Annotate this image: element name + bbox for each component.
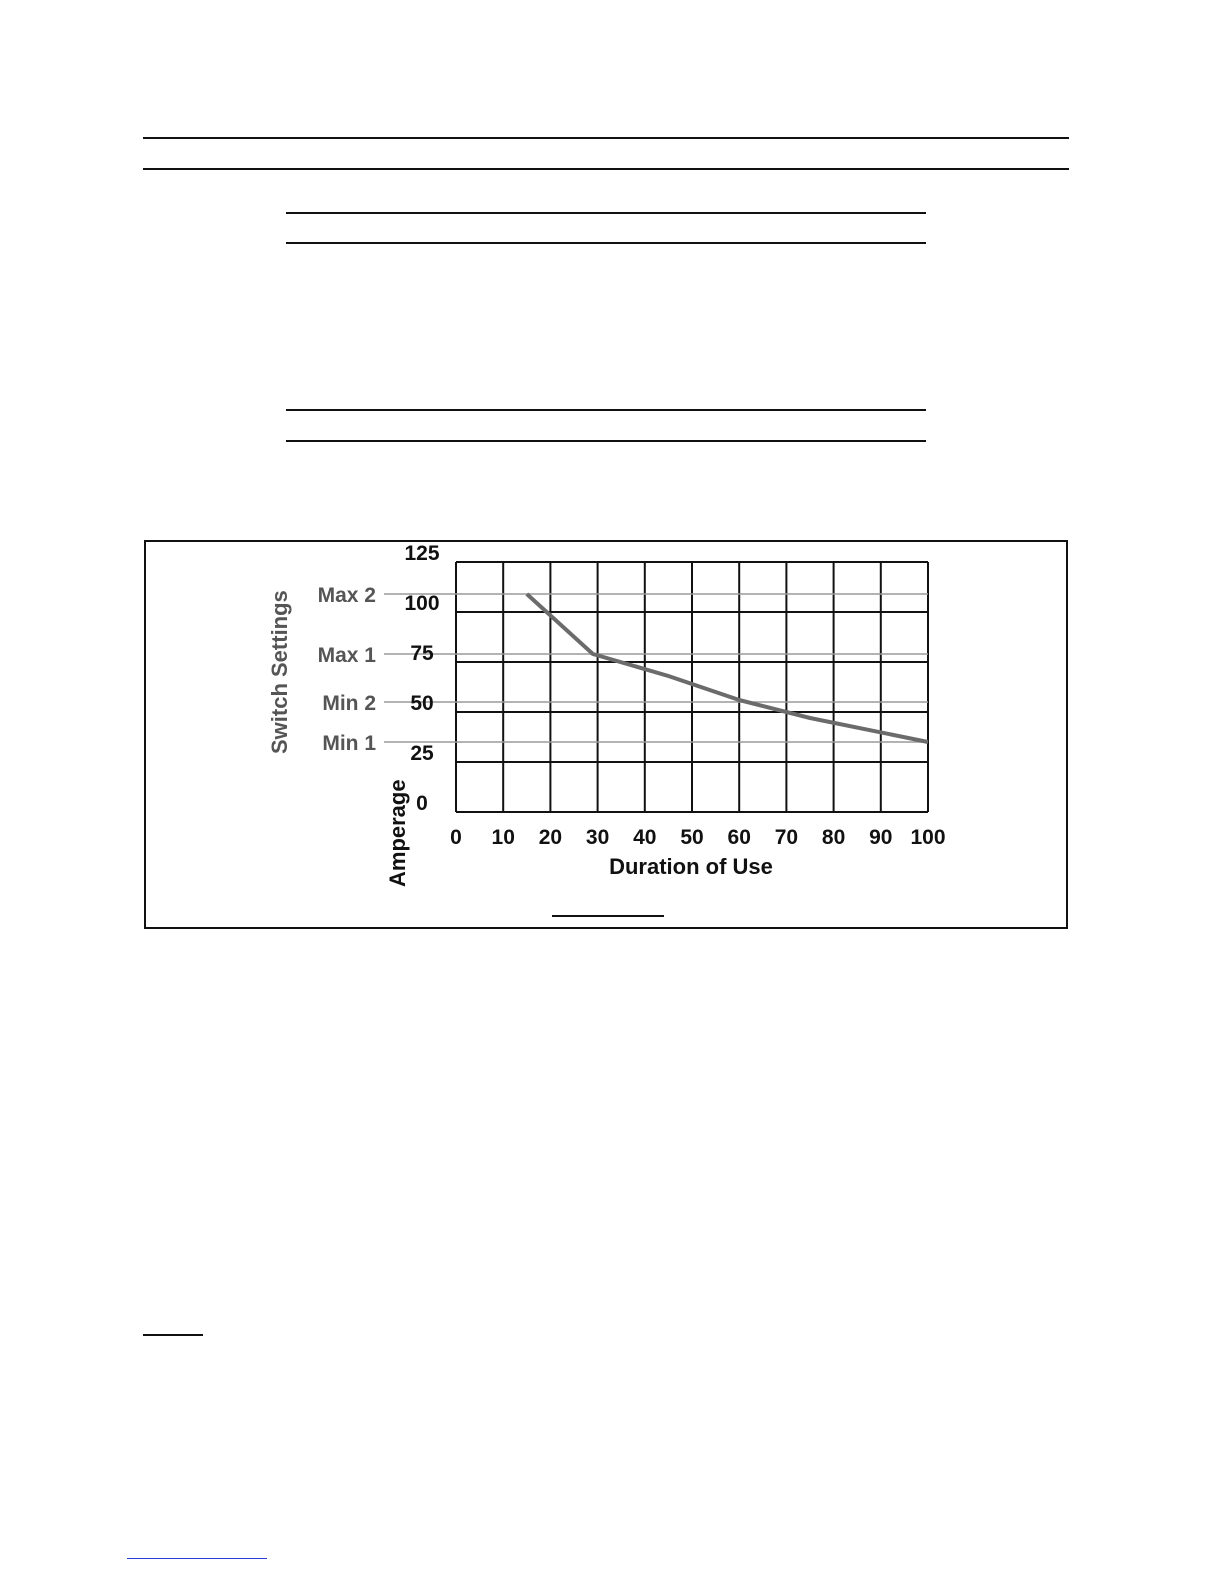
y-axis-label: Amperage: [385, 779, 410, 887]
y-tick-label: 50: [410, 692, 434, 715]
x-tick-label: 70: [774, 826, 799, 849]
x-tick-label: 90: [869, 826, 893, 849]
tick-label-layer: [404, 542, 945, 849]
chart: [146, 542, 1070, 931]
bottom-short-rule: [143, 1334, 203, 1336]
x-tick-label: 0: [450, 826, 462, 849]
x-tick-label: 50: [680, 826, 704, 849]
y-tick-label: 0: [416, 792, 428, 815]
series-line: [527, 594, 928, 742]
section-rule-3: [286, 409, 926, 411]
x-tick-label: 30: [585, 826, 610, 849]
x-tick-label: 10: [491, 826, 515, 849]
series-layer: [527, 594, 928, 742]
x-tick-label: 100: [910, 826, 946, 849]
x-tick-label: 40: [633, 826, 657, 849]
footer-link-underline[interactable]: [127, 1558, 267, 1559]
x-tick-label: 80: [821, 826, 846, 849]
switch-setting-label: Max 1: [317, 644, 376, 667]
section-rule-1: [286, 212, 926, 214]
y-tick-label: 25: [410, 742, 434, 765]
switch-setting-label: Min 1: [322, 732, 376, 755]
switch-settings-label: Switch Settings: [267, 590, 292, 754]
top-rule-2: [143, 168, 1069, 170]
section-rule-2: [286, 242, 926, 244]
chart-frame: [144, 540, 1068, 929]
switch-setting-label: Max 2: [317, 584, 376, 607]
x-tick-label: 20: [538, 826, 563, 849]
x-axis-label: Duration of Use: [609, 854, 773, 879]
section-rule-4: [286, 440, 926, 442]
x-tick-label: 60: [727, 826, 751, 849]
switch-setting-label: Min 2: [322, 692, 376, 715]
top-rule-1: [143, 137, 1069, 139]
y-tick-label: 125: [404, 542, 440, 565]
y-tick-label: 100: [404, 592, 440, 615]
y-tick-label: 75: [410, 642, 434, 665]
grid-layer: [456, 562, 928, 812]
